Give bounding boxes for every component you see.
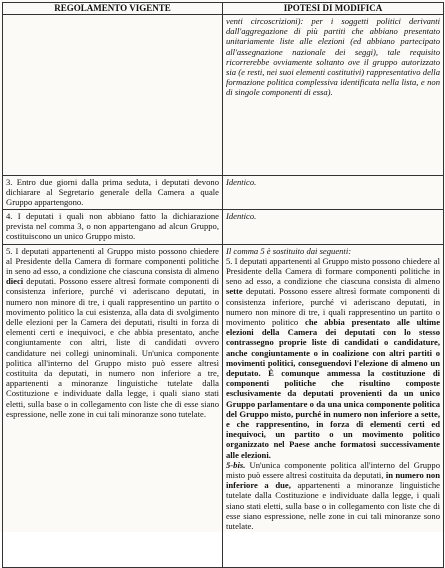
comma-5-bis-text	[226, 460, 440, 531]
comma-5-new-c: deputati. Possono essere altresì formate componenti di consistenza inferiore, purché vi aderiscano deputati, in numero non minore di tre, i quali rappresentino un partito o movimento politico	[226, 286, 440, 328]
comma-5-bis-g: appartenenti a minoranze linguistiche tutelate dalla Costituzione e individuate dalla legge, i quali siano stati eletti, sulla base o in collegamento con liste che di esse siano espressione, nelle zone in cui tali minoranze sono tutelate.	[226, 480, 440, 532]
table-row	[3, 176, 444, 210]
header-ipotesi-di-modifica: IPOTESI DI MODIFICA	[223, 3, 444, 15]
cell-comma-5-vigente	[3, 244, 223, 567]
table-row	[3, 209, 444, 244]
header-regolamento-vigente: REGOLAMENTO VIGENTE	[3, 3, 223, 15]
cell-comma-4-vigente: 4. I deputati i quali non abbiano fatto la dichiarazione prevista nel comma 3, o non appartengano ad alcun Gruppo, costituiscono un unico Gruppo misto.	[3, 209, 223, 244]
comma-5-bis-highlight: in numero non inferiore a due,	[226, 470, 441, 491]
cell-left-empty	[3, 15, 223, 176]
table-row	[3, 15, 444, 176]
comma-5-bis-label: 5-bis.	[226, 459, 246, 470]
cell-comma-3-vigente: 3. Entro due giorni dalla prima seduta, i deputati devono dichiarare al Segretario generale della Camera a quale Gruppo appartengono.	[3, 176, 223, 210]
comma-5-new-a: 5. I deputati appartenenti al Gruppo misto possono chiedere al Presidente della Camera di formare componenti politiche in seno ad esso, a condizione che ciascuna consista di almeno	[226, 255, 440, 287]
comma-5-new-bold-text: che abbia presentato alle ultime elezioni della Camera dei deputati con lo stesso contrassegno proprie liste di candidati o candidature, anche congiuntamente o in coalizione con altri partiti o movimenti politici, conseguendovi l'elezione di almeno un deputato. È comunque ammessa la costituzione di componenti politiche che risultino composte esclusivamente da deputati provenienti da un unico Gruppo parlamentare o da una unica componente politica del Gruppo misto, purché in numero non inferiore a sette, e che rappresentino, in forza di elementi certi ed inequivoci, un partito o un movimento politico organizzato nel Paese anche formatosi successivamente alle elezioni.	[226, 317, 441, 460]
comma-5-highlight-dieci: dieci	[6, 276, 24, 287]
comma-5-intro: Il comma 5 è sostituito dai seguenti:	[226, 245, 352, 256]
comma-5-new-text	[226, 256, 440, 460]
cell-continued-note: venti circoscrizioni): per i soggetti politici derivanti dall'aggregazione di più partiti che abbiano presentato unitariamente liste alle elezioni (ed abbiano partecipato all'assegnazione nazionale dei seggi), tale requisito ricorrerebbe ovviamente soltanto ove il gruppo autorizzato sia (e resti, nei suoi elementi costitutivi) rappresentativo della formazione politica complessiva identificata nella lista, e non di singole componenti di essa).	[223, 15, 444, 176]
cell-comma-3-modifica: Identico.	[223, 176, 444, 210]
comma-5-bis-a: Un'unica componente politica all'interno del Gruppo misto può essere altresì costituita da deputati,	[226, 459, 440, 481]
comma-5-text-a: 5. I deputati appartenenti al Gruppo misto possono chiedere al Presidente della Camera di formare componenti politiche in seno ad esso, a condizione che ciascuna consista di almeno	[6, 245, 219, 277]
cell-comma-5-modifica	[223, 244, 444, 567]
comparison-table	[2, 2, 444, 568]
table-header-row	[3, 3, 444, 15]
comma-5-highlight-sette: sette	[226, 286, 243, 297]
cell-comma-4-modifica: Identico.	[223, 209, 444, 244]
table-row	[3, 244, 444, 567]
comma-5-text-c: deputati. Possono essere altresì formate componenti di consistenza inferiore, purché vi aderiscano deputati, in numero non minore di tre, i quali rappresentino un partito o movimento politico la cui esistenza, alla data di svolgimento delle elezioni per la Camera dei deputati, risulti in forza di elementi certi e inequivoci, e che abbia presentato, anche congiuntamente con altri, liste di candidati ovvero candidature nei collegi uninominali. Un'unica componente politica all'interno del Gruppo misto può essere altresì costituita da deputati, in numero non inferiore a tre, appartenenti a minoranze linguistiche tutelate dalla Costituzione e individuate dalla legge, i quali siano stati eletti, sulla base o in collegamento con liste che di esse siano espressione, nelle zone in cui tali minoranze sono tutelate.	[6, 276, 219, 419]
